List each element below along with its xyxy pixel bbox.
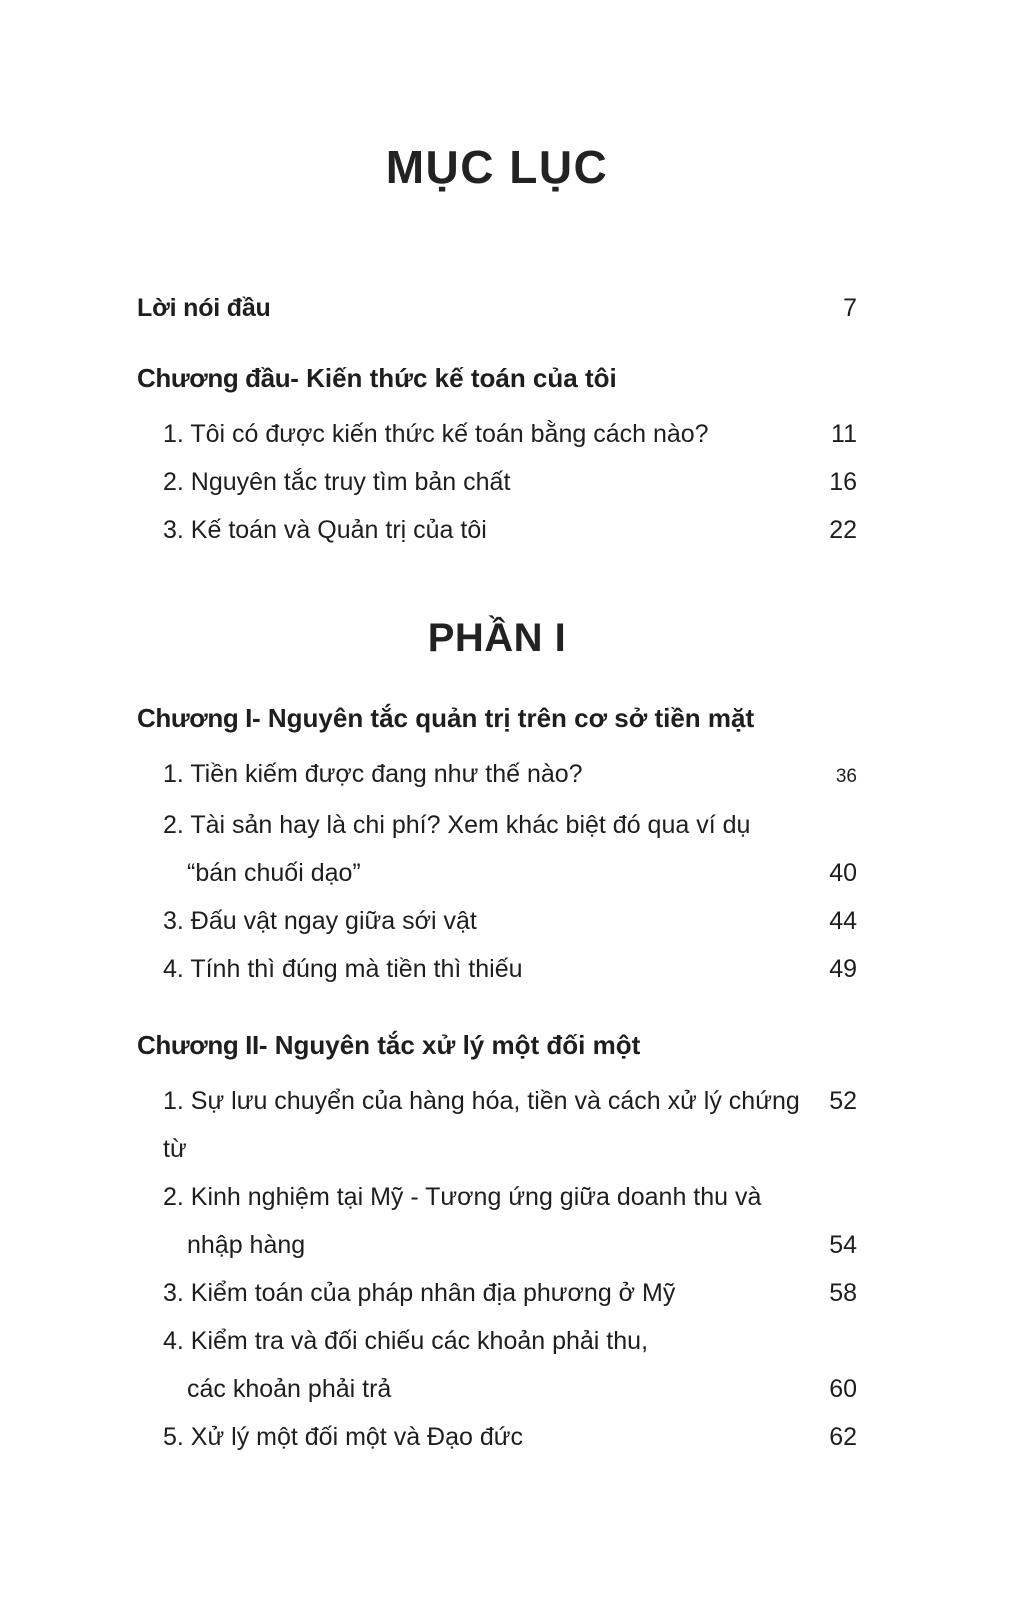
chapter-2-items: [137, 1077, 857, 1461]
entry-page-number: 60: [829, 1375, 857, 1403]
entry-text: 1. Tiền kiếm được đang như thế nào?: [163, 760, 583, 788]
chapter-1-title: - Nguyên tắc quản trị trên cơ sở tiền mặt: [251, 703, 755, 733]
toc-entry-preface: [137, 284, 857, 332]
toc-entry: [163, 1269, 857, 1317]
toc-entry: [163, 506, 857, 554]
entry-text: 3. Đấu vật ngay giữa sới vật: [163, 907, 477, 935]
entry-page-number: 54: [829, 1231, 857, 1259]
entry-page-number: 22: [829, 516, 857, 544]
entry-page-number: 16: [829, 468, 857, 496]
entry-text: 4. Tính thì đúng mà tiền thì thiếu: [163, 955, 523, 983]
page-title: MỤC LỤC: [385, 141, 609, 193]
toc-entry: [163, 1077, 857, 1173]
entry-page-number: 58: [829, 1279, 857, 1307]
chapter-2-title: - Nguyên tắc xử lý một đối một: [258, 1030, 641, 1060]
toc-entry: [163, 897, 857, 945]
entry-text-line1: 2. Kinh nghiệm tại Mỹ - Tương ứng giữa doanh thu và: [163, 1183, 762, 1211]
entry-text: 5. Xử lý một đối một và Đạo đức: [163, 1423, 523, 1451]
entry-text-line1: 4. Kiểm tra và đối chiếu các khoản phải thu,: [163, 1327, 649, 1355]
toc-entry: [163, 945, 857, 993]
entry-page-number: 44: [829, 907, 857, 935]
preface-page-number: 7: [843, 294, 857, 322]
entry-page-number: 36: [835, 766, 857, 787]
toc-entry: [163, 458, 857, 506]
part-title: PHẦN I: [427, 616, 567, 660]
chapter-2-label: Chương II: [137, 1030, 259, 1060]
entry-page-number: 62: [829, 1423, 857, 1451]
toc-entry: [163, 1317, 857, 1413]
entry-text-line1: 2. Tài sản hay là chi phí? Xem khác biệt đó qua ví dụ: [163, 811, 751, 839]
toc-entry: [163, 1413, 857, 1461]
entry-page-number: 40: [829, 859, 857, 887]
toc-entry: [163, 1173, 857, 1269]
entry-text: 1. Sự lưu chuyển của hàng hóa, tiền và cách xử lý chứng từ: [163, 1087, 800, 1163]
chapter-1-heading: [137, 694, 857, 742]
chapter-1-items: [137, 750, 857, 993]
chapter-intro-heading: [137, 354, 857, 402]
entry-text: 2. Nguyên tắc truy tìm bản chất: [163, 468, 511, 496]
chapter-intro-items: [137, 410, 857, 554]
chapter-2-heading: [137, 1021, 857, 1069]
entry-text-line2: các khoản phải trả: [187, 1375, 392, 1403]
entry-page-number: 52: [829, 1087, 857, 1115]
entry-page-number: 49: [829, 955, 857, 983]
entry-text: 1. Tôi có được kiến thức kế toán bằng cách nào?: [163, 420, 709, 448]
entry-text: 3. Kế toán và Quản trị của tôi: [163, 516, 487, 544]
toc-entry: [163, 410, 857, 458]
toc-entry: [163, 750, 857, 801]
entry-text: 3. Kiểm toán của pháp nhân địa phương ở Mỹ: [163, 1279, 676, 1307]
entry-text-line2: “bán chuối dạo”: [187, 859, 361, 887]
entry-page-number: 11: [831, 420, 857, 448]
toc-entry: [163, 801, 857, 897]
entry-text-line2: nhập hàng: [187, 1231, 306, 1259]
chapter-intro-label: Chương đầu: [137, 363, 291, 393]
chapter-1-label: Chương I: [137, 703, 252, 733]
chapter-intro-title: - Kiến thức kế toán của tôi: [290, 363, 617, 393]
preface-label: Lời nói đầu: [137, 294, 271, 322]
